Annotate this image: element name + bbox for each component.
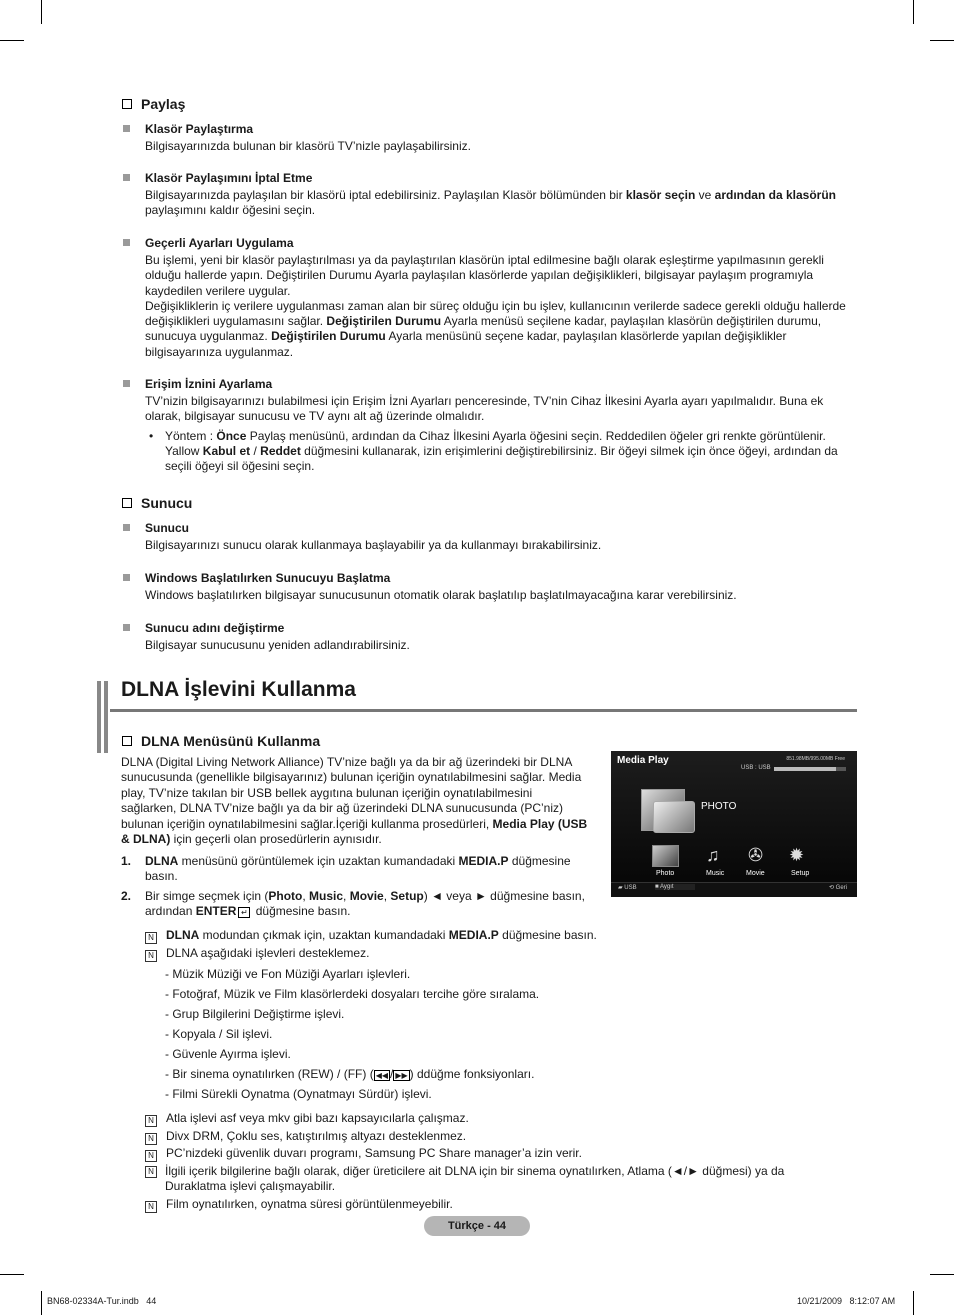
item-text: Bilgisayarınızı sunucu olarak kullanmaya başlayabilir ya da kullanmayı bırakabilirsiniz. — [145, 538, 602, 552]
item-text: Bu işlemi, yeni bir klasör paylaştırılması ya da paylaştırılan klasörün iptal edilmesine bağlı olarak eşleştirme yapılmasının gerekli olduğu hallerde yapın. Değiştirilen Durumu Ayarla paylaşılan klasörlerde yapılan değişiklikleri, bilgisayar paylaşım programıyla kaydedilen verilere uygular. — [145, 253, 824, 298]
chapter-bar — [97, 681, 101, 753]
dash-item: - Kopyala / Sil işlevi. — [165, 1027, 273, 1041]
dlna-intro: DLNA (Digital Living Network Alliance) TV’nize bağlı ya da bir ağ üzerindeki bir DLNA sunucusunda (genellikle bilgisayarınız) bulunan içeriğin oynatılabilmesini sağlar. Media play, TV’nize takılan bir USB bellek aygıtına bulunan içeriğin oynatılabilmesini sağlarken, DLNA TV’nize bağlı ya da bir ağ üzerindeki DLNA sunucusunda (PC’niz) bulunan içeriğin oynatılabilmesini sağlar.İçeriği kullanma prosedürleri, Media Play (USB & DLNA) için geçerli olan prosedürlerin aynısıdır. — [121, 755, 588, 847]
dash-item: - Bir sinema oynatılırken (REW) / (FF) ( ◀◀ / ▶▶ ) ddüğme fonksiyonları. — [165, 1067, 535, 1081]
crop-mark — [0, 40, 24, 41]
file-info: BN68-02334A-Tur.indb 44 — [47, 1296, 157, 1306]
checkbox-icon — [122, 736, 132, 746]
rew-icon: ◀◀ — [375, 1071, 389, 1080]
section-heading-sunucu: Sunucu — [122, 495, 192, 511]
note-icon: N — [145, 1201, 157, 1213]
item-text: Bilgisayar sunucusunu yeniden adlandırabilirsiniz. — [145, 638, 410, 652]
step-1: 1. DLNA menüsünü görüntülemek için uzaktan kumandadaki MEDIA.P düğmesine basın. — [121, 854, 571, 883]
step-2: 2. Bir simge seçmek için (Photo, Music, Movie, Setup) ◄ veya ► düğmesine basın, ardından ENTER ↵ düğmesine basın. — [121, 889, 585, 918]
chapter-bar — [104, 681, 108, 753]
item-title: Klasör Paylaştırma — [121, 122, 851, 136]
item-klasor-paylasimini-iptal — [121, 171, 851, 219]
note-icon: N — [145, 1150, 157, 1162]
item-text: Bilgisayarınızda bulunan bir klasörü TV’nizle paylaşabilirsiniz. — [145, 139, 471, 153]
crop-mark — [930, 1274, 954, 1275]
crop-mark — [930, 40, 954, 41]
item-title: Sunucu adını değiştirme — [121, 621, 851, 635]
item-erisim-iznini — [121, 377, 851, 474]
camera-icon — [653, 801, 695, 833]
crop-mark — [913, 1291, 914, 1315]
music-icon: ♫ — [706, 845, 720, 865]
crop-mark — [0, 1274, 24, 1275]
item-sunucu — [121, 521, 851, 553]
screen-title: Media Play — [617, 755, 669, 766]
setup-icon: ✹ — [789, 845, 805, 865]
note-1: N DLNA modundan çıkmak için, uzaktan kumandadaki MEDIA.P düğmesine basın. — [145, 928, 597, 944]
item-text: Değişikliklerin iç verilere uygulanması zaman alan bir süreç olduğu için bu işlev, kullanıcının verilerde sadece gerekli olduğu hallerde değişiklikleri uygulamasını sağlar. Değiştirilen Durumu Ayarla menüsü seçilene kadar, paylaşılan klasörün değiştirilen durumu, sunucuya uygulanmaz. Değiştirilen Durumu Ayarla menüsünü seçene kadar, paylaşılan klasörlerde yapılan değişiklikler bilgisayarınıza uygulanmaz. — [145, 298, 846, 359]
item-title: Erişim İznini Ayarlama — [121, 377, 851, 391]
crop-mark — [41, 0, 42, 24]
note-icon: N — [145, 1115, 157, 1127]
device-indicator: ■ Aygıt — [655, 884, 695, 890]
note-item: N Film oynatılırken, oynatma süresi görüntülenmeyebilir. — [145, 1197, 453, 1213]
note-item: N PC’nizdeki güvenlik duvarı programı, Samsung PC Share manager’a izin verir. — [145, 1146, 582, 1162]
page-number-badge: Türkçe - 44 — [424, 1216, 530, 1236]
photo-icon — [652, 845, 679, 867]
checkbox-icon — [122, 99, 132, 109]
item-gecerli-ayarlari — [121, 236, 851, 360]
storage-bar-fill — [774, 767, 836, 771]
chapter-rule — [110, 709, 857, 712]
dash-item: - Filmi Sürekli Oynatma (Oynatmayı Sürdür) işlevi. — [165, 1087, 432, 1101]
enter-icon: ↵ — [238, 907, 250, 918]
item-title: Windows Başlatılırken Sunucuyu Başlatma — [121, 571, 851, 585]
note-2: N DLNA aşağıdaki işlevleri desteklemez. — [145, 946, 369, 962]
note-item: N Divx DRM, Çoklu ses, katıştırılmış altyazı desteklenmez. — [145, 1129, 466, 1145]
icon-label-movie: Movie — [746, 870, 765, 877]
item-text: Bilgisayarınızda paylaşılan bir klasörü iptal edebilirsiniz. Paylaşılan Klasör bölümünden bir klasör seçin ve ardından da klasörün paylaşımını kaldır öğesini seçin. — [145, 188, 836, 218]
section-heading-paylas: Paylaş — [122, 96, 185, 112]
crop-mark — [913, 0, 914, 24]
bullet-icon: • — [149, 428, 154, 443]
print-date: 10/21/2009 8:12:07 AM — [797, 1296, 896, 1306]
usb-indicator: ▰ USB — [618, 885, 637, 891]
ff-icon: ▶▶ — [395, 1071, 408, 1080]
storage-text: 851.98MB/995.00MB Free — [786, 756, 845, 762]
storage-bar — [774, 767, 846, 771]
note-icon: N — [145, 1166, 157, 1178]
dash-item: - Müzik Müziği ve Fon Müziği Ayarları işlevleri. — [165, 967, 411, 981]
item-klasor-paylastirma — [121, 122, 851, 154]
dash-item: - Fotoğraf, Müzik ve Film klasörlerdeki dosyaları tercihe göre sıralama. — [165, 987, 540, 1001]
note-icon: N — [145, 932, 157, 944]
item-title: Klasör Paylaşımını İptal Etme — [121, 171, 851, 185]
device-text: USB : USB — [741, 765, 771, 771]
crop-mark — [41, 1291, 42, 1315]
section-heading-dlna: DLNA Menüsünü Kullanma — [122, 733, 320, 749]
note-icon: N — [145, 950, 157, 962]
icon-label-photo: Photo — [656, 870, 675, 877]
note-item: N Atla işlevi asf veya mkv gibi bazı kapsayıcılarla çalışmaz. — [145, 1111, 469, 1127]
movie-icon: ✇ — [748, 845, 764, 865]
icon-label-setup: Setup — [791, 870, 810, 877]
item-text: Windows başlatılırken bilgisayar sunucusunun otomatik olarak başlatılıp başlatılmayacağına karar verebilirsiniz. — [145, 588, 737, 602]
bullet-text: • Yöntem : Önce Paylaş menüsünü, ardından da Cihaz İlkesini Ayarla öğesini seçin. Reddedilen öğeler gri renkte görüntülenir. Yallow Kabul et / Reddet düğmesini kullanarak, izin erişimlerini değiştirebilirsiniz. Bir öğeyi silmek için önce öğeyi, ardından da seçili öğeyi sil öğesini seçin. — [149, 428, 838, 474]
media-play-screen — [611, 751, 857, 897]
item-windows-baslatilirken — [121, 571, 851, 603]
current-section-label: PHOTO — [701, 801, 737, 812]
item-text: TV’nizin bilgisayarınızı bulabilmesi için Erişim İzni Ayarları penceresinde, TV’nin Cihaz İlkesini Ayarla ayarı yapılmalıdır. Buna ek olarak, bilgisayar sunucusu ve TV aynı alt ağ üzerinde olmalıdır. — [145, 394, 824, 424]
note-item: N İlgili içerik bilgilerine bağlı olarak, diğer üreticilere ait DLNA için bir sinema oynatılırken, Atlama (◄/► düğmesi) ya da Duraklatma işlevi çalışmayabilir. — [145, 1164, 825, 1194]
dash-item: - Grup Bilgilerini Değiştirme işlevi. — [165, 1007, 345, 1021]
screen-bottom-bar — [611, 882, 857, 897]
item-sunucu-adini — [121, 621, 851, 653]
note-icon: N — [145, 1133, 157, 1145]
dash-item: - Güvenle Ayırma işlevi. — [165, 1047, 291, 1061]
back-indicator: ⟲ Geri — [828, 885, 847, 891]
item-title: Sunucu — [121, 521, 851, 535]
checkbox-icon — [122, 498, 132, 508]
icon-label-music: Music — [706, 870, 725, 877]
chapter-title: DLNA İşlevini Kullanma — [121, 678, 356, 701]
item-title: Geçerli Ayarları Uygulama — [121, 236, 851, 250]
